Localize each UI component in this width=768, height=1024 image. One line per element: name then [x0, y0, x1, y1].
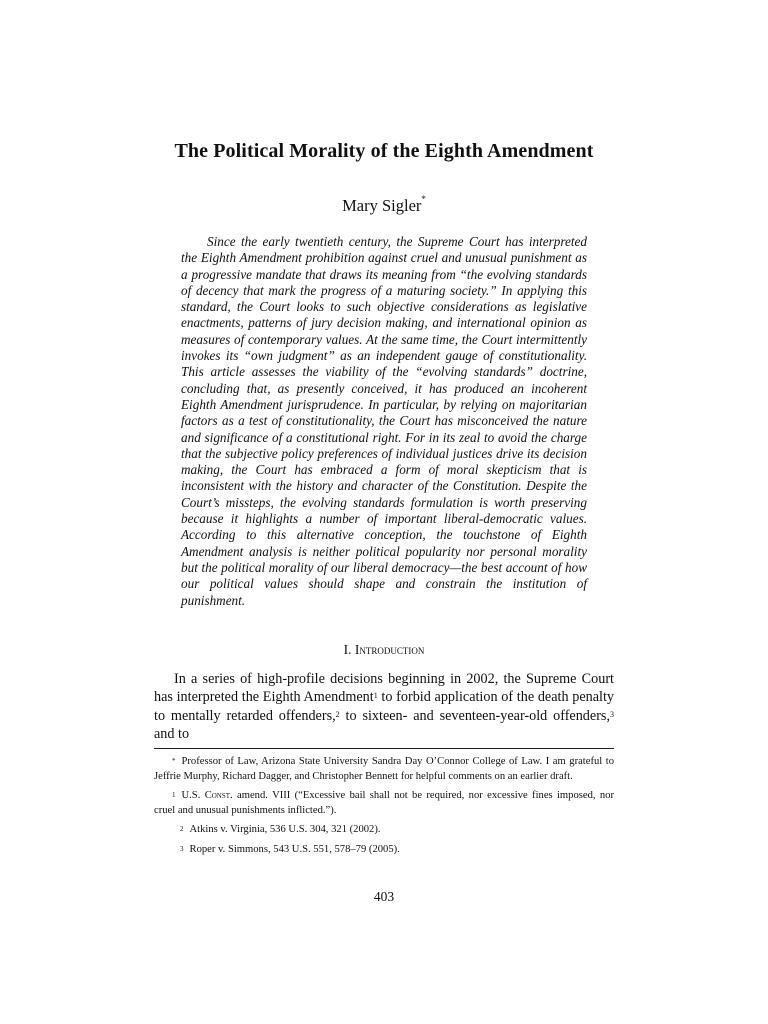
- body-text-segment: and to: [154, 726, 190, 743]
- footnote: [154, 789, 614, 818]
- body-paragraph: [154, 670, 614, 744]
- article-title: The Political Morality of the Eighth Amendment: [174, 140, 594, 162]
- section-heading: [0, 642, 768, 658]
- footnote-prefix: U.S.: [181, 790, 205, 802]
- footnote-ref: 1: [373, 691, 378, 701]
- footnote: [154, 755, 614, 784]
- footnote-text: Roper v. Simmons, 543 U.S. 551, 578–79 (2005).: [189, 843, 400, 855]
- footnotes: [154, 755, 614, 863]
- abstract: Since the early twentieth century, the Supreme Court has interpreted the Eighth Amendment prohibition against cruel and unusual punishment as a progressive mandate that draws its meaning from “the evolving standards of decency that mark the progress of a maturing society.” In applying this standard, the Court looks to such objective considerations as legislative enactments, patterns of jury decision making, and international opinion as measures of contemporary values. At the same time, the Court intermittently invokes its “own judgment” as an independent gauge of constitutionality. This article assesses the viability of the “evolving standards” doctrine, concluding that, as presently conceived, it has produced an incoherent Eighth Amendment jurisprudence. In particular, by relying on majoritarian factors as a test of constitutionality, the Court has misconceived the nature and significance of a constitutional right. For in its zeal to avoid the charge that the subjective policy preferences of individual justices drive its decision making, the Court has embraced a form of moral skepticism that is inconsistent with the history and character of the Constitution. Despite the Court’s missteps, the evolving standards formulation is worth preserving because it highlights a number of important liberal-democratic values. According to this alternative conception, the touchstone of Eighth Amendment analysis is neither political popularity nor personal morality but the political morality of our liberal democracy—the best account of how our political values should shape and constrain the institution of punishment.: [181, 234, 587, 608]
- author-name: Mary Sigler: [342, 196, 422, 215]
- page-number: 403: [373, 889, 395, 904]
- body-text-segment: In a series of high-profile decisions beginning in 2002, the Supreme Court has interpreted the Eighth Amendment: [154, 671, 614, 706]
- footnote-ref: 2: [335, 709, 340, 719]
- section-title: Introduction: [354, 642, 425, 657]
- footnote-text: Atkins v. Virginia, 536 U.S. 304, 321 (2002).: [189, 824, 381, 836]
- footnote-mark: 1: [172, 791, 176, 800]
- section-numeral: I.: [343, 642, 355, 657]
- body-text-segment: to forbid application of the death penalty to mentally retarded offenders,: [154, 689, 615, 724]
- footnote-divider: [154, 748, 614, 749]
- author-footnote-mark: *: [421, 194, 426, 204]
- author-line: [0, 196, 768, 216]
- footnote-ref: 3: [610, 709, 614, 719]
- footnote: [154, 823, 614, 838]
- footnote-mark: 2: [180, 825, 184, 834]
- footnote-const: Const.: [204, 790, 233, 802]
- body-text-segment: to sixteen- and seventeen-year-old offenders,: [339, 707, 610, 724]
- footnote: [154, 843, 614, 858]
- footnote-mark: 3: [180, 844, 184, 853]
- footnote-text: amend. VIII (“Excessive bail shall not be required, nor excessive fines imposed, nor cruel and unusual punishments inflicted.”).: [154, 790, 614, 816]
- footnote-mark: *: [172, 757, 176, 765]
- footnote-text: Professor of Law, Arizona State University Sandra Day O’Connor College of Law. I am grateful to Jeffrie Murphy, Richard Dagger, and Christopher Bennett for helpful comments on an earlier draft.: [154, 756, 614, 782]
